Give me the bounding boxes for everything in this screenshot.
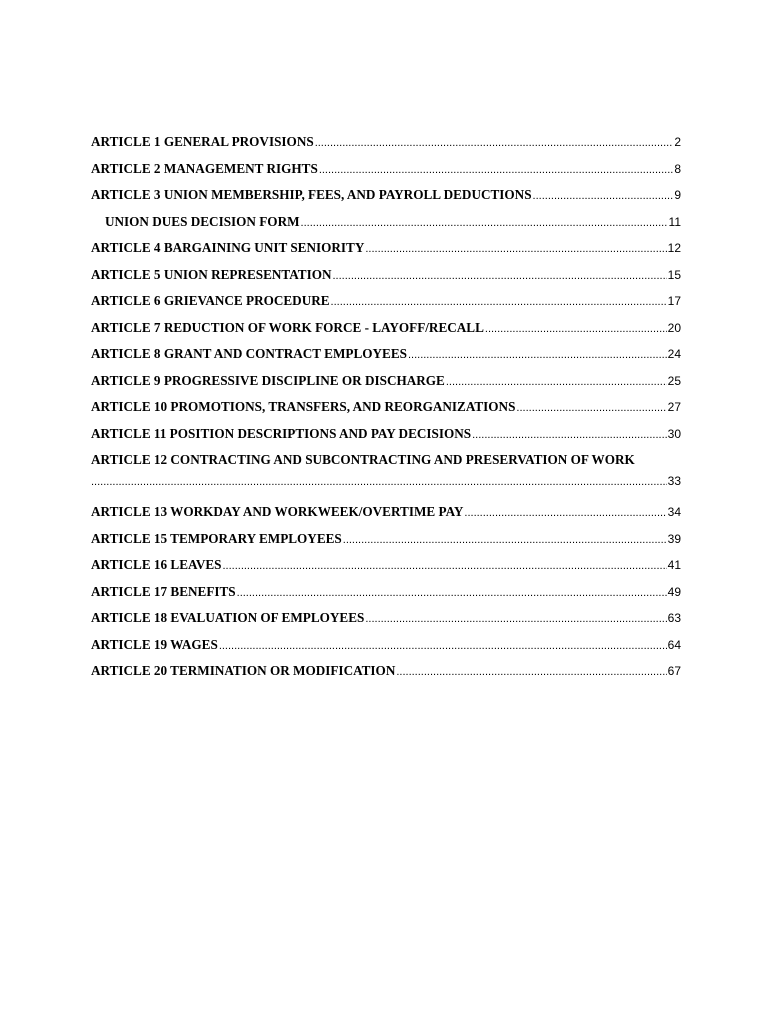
toc-entry-title: ARTICLE 6 GRIEVANCE PROCEDURE bbox=[91, 293, 330, 308]
dot-leader bbox=[516, 402, 666, 414]
toc-entry-page-number: 27 bbox=[667, 400, 681, 414]
toc-entry-page-number: 41 bbox=[667, 558, 681, 572]
toc-entry-article-3[interactable] bbox=[91, 187, 681, 214]
toc-entry-title: ARTICLE 13 WORKDAY AND WORKWEEK/OVERTIME PAY bbox=[91, 504, 464, 519]
dot-leader bbox=[331, 296, 667, 308]
dot-leader bbox=[533, 190, 674, 202]
toc-entry-article-12[interactable] bbox=[91, 452, 681, 504]
toc-entry-article-4[interactable] bbox=[91, 240, 681, 267]
toc-entry-article-15[interactable] bbox=[91, 531, 681, 558]
dot-leader bbox=[333, 270, 667, 282]
toc-entry-article-11[interactable] bbox=[91, 426, 681, 453]
toc-entry-page-number: 67 bbox=[667, 664, 681, 678]
toc-entry-union-dues-form[interactable] bbox=[91, 214, 681, 241]
toc-entry-article-8[interactable] bbox=[91, 346, 681, 373]
toc-entry-article-1[interactable] bbox=[91, 134, 681, 161]
dot-leader bbox=[472, 429, 667, 441]
toc-entry-article-6[interactable] bbox=[91, 293, 681, 320]
dot-leader bbox=[396, 666, 666, 678]
toc-entry-page-number: 20 bbox=[667, 320, 681, 335]
toc-entry-title: ARTICLE 9 PROGRESSIVE DISCIPLINE OR DISCHARGE bbox=[91, 372, 445, 388]
toc-entry-page-number: 2 bbox=[674, 135, 681, 149]
toc-entry-page-number: 39 bbox=[667, 531, 681, 546]
toc-entry-title: ARTICLE 8 GRANT AND CONTRACT EMPLOYEES bbox=[91, 346, 407, 361]
dot-leader bbox=[365, 613, 666, 625]
toc-entry-article-7[interactable] bbox=[91, 320, 681, 347]
dot-leader bbox=[219, 640, 667, 652]
toc-entry-article-10[interactable] bbox=[91, 399, 681, 426]
toc-entry-article-18[interactable] bbox=[91, 610, 681, 637]
toc-entry-page-number: 8 bbox=[674, 161, 681, 176]
toc-entry-title: ARTICLE 15 TEMPORARY EMPLOYEES bbox=[91, 530, 342, 546]
toc-entry-page-number: 49 bbox=[667, 584, 681, 599]
toc-entry-page-number: 17 bbox=[667, 294, 681, 308]
toc-entry-title: UNION DUES DECISION FORM bbox=[105, 213, 300, 229]
dot-leader bbox=[408, 349, 667, 361]
toc-entry-page-number: 63 bbox=[667, 611, 681, 625]
dot-leader bbox=[315, 137, 674, 149]
table-of-contents bbox=[91, 134, 681, 690]
toc-entry-page-number: 12 bbox=[667, 241, 681, 255]
toc-entry-page-number: 25 bbox=[667, 373, 681, 388]
toc-entry-page-number: 11 bbox=[668, 214, 681, 229]
dot-leader bbox=[91, 476, 667, 488]
toc-entry-article-16[interactable] bbox=[91, 557, 681, 584]
toc-entry-title: ARTICLE 11 POSITION DESCRIPTIONS AND PAY DECISIONS bbox=[91, 425, 472, 441]
dot-leader bbox=[222, 560, 666, 572]
toc-entry-article-20[interactable] bbox=[91, 663, 681, 690]
toc-entry-title: ARTICLE 5 UNION REPRESENTATION bbox=[91, 266, 332, 282]
dot-leader bbox=[464, 507, 666, 519]
toc-entry-title: ARTICLE 16 LEAVES bbox=[91, 557, 222, 572]
toc-entry-title: ARTICLE 3 UNION MEMBERSHIP, FEES, AND PAYROLL DEDUCTIONS bbox=[91, 187, 532, 202]
dot-leader bbox=[319, 164, 674, 176]
dot-leader bbox=[301, 217, 668, 229]
toc-entry-page-number: 24 bbox=[667, 347, 681, 361]
toc-entry-page-number: 9 bbox=[674, 188, 681, 202]
toc-entry-page-number: 64 bbox=[667, 637, 681, 652]
toc-entry-article-17[interactable] bbox=[91, 584, 681, 611]
toc-entry-article-19[interactable] bbox=[91, 637, 681, 664]
toc-entry-article-9[interactable] bbox=[91, 373, 681, 400]
dot-leader bbox=[237, 587, 667, 599]
toc-entry-page-number: 15 bbox=[667, 267, 681, 282]
toc-entry-title: ARTICLE 7 REDUCTION OF WORK FORCE - LAYOFF/RECALL bbox=[91, 319, 484, 335]
toc-entry-title: ARTICLE 10 PROMOTIONS, TRANSFERS, AND REORGANIZATIONS bbox=[91, 399, 516, 414]
dot-leader bbox=[365, 243, 666, 255]
toc-entry-title: ARTICLE 2 MANAGEMENT RIGHTS bbox=[91, 160, 318, 176]
dot-leader bbox=[446, 376, 667, 388]
toc-entry-article-5[interactable] bbox=[91, 267, 681, 294]
toc-entry-title: ARTICLE 1 GENERAL PROVISIONS bbox=[91, 134, 314, 149]
toc-entry-article-13[interactable] bbox=[91, 504, 681, 531]
toc-entry-title: ARTICLE 19 WAGES bbox=[91, 636, 218, 652]
toc-entry-title: ARTICLE 20 TERMINATION OR MODIFICATION bbox=[91, 663, 396, 678]
toc-entry-title: ARTICLE 4 BARGAINING UNIT SENIORITY bbox=[91, 240, 365, 255]
toc-entry-article-2[interactable] bbox=[91, 161, 681, 188]
toc-entry-page-number: 33 bbox=[667, 474, 681, 488]
toc-entry-title: ARTICLE 17 BENEFITS bbox=[91, 583, 236, 599]
toc-entry-page-number: 34 bbox=[667, 505, 681, 519]
toc-entry-title: ARTICLE 12 CONTRACTING AND SUBCONTRACTING AND PRESERVATION OF WORK bbox=[91, 452, 635, 467]
toc-entry-page-number: 30 bbox=[667, 426, 681, 441]
toc-entry-title: ARTICLE 18 EVALUATION OF EMPLOYEES bbox=[91, 610, 365, 625]
dot-leader bbox=[343, 534, 667, 546]
dot-leader bbox=[485, 323, 667, 335]
